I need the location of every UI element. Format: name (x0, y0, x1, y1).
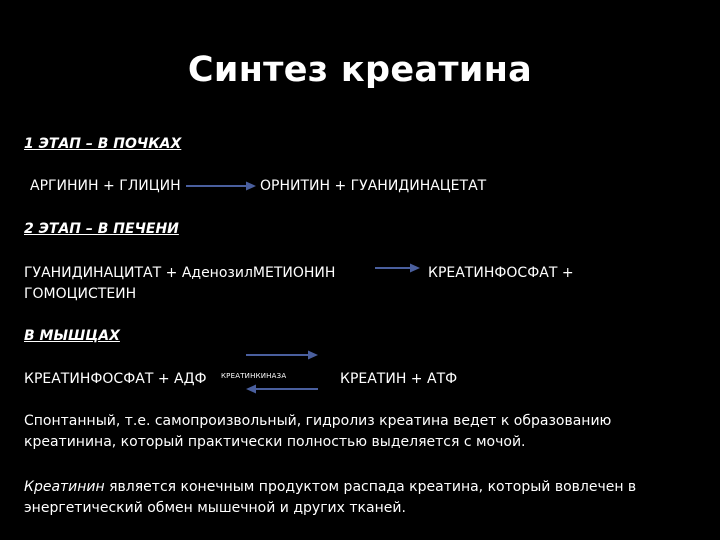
stage1-reactants: АРГИНИН + ГЛИЦИН (30, 178, 181, 194)
stage2-products-line2: ГОМОЦИСТЕИН (24, 286, 137, 302)
stage2-reactants: ГУАНИДИНАЦИТАТ + АденозилМЕТИОНИН (24, 265, 336, 281)
creatinine-term: Креатинин (24, 479, 105, 495)
muscle-heading: В МЫШЦАХ (24, 328, 120, 344)
enzyme-label: КРЕАТИНКИНАЗА (221, 372, 287, 380)
hydrolysis-paragraph: Спонтанный, т.е. самопроизвольный, гидролиз креатина ведет к образованию креатинина, который практически полностью выделяется с мочой. (24, 413, 612, 450)
creatinine-paragraph (24, 477, 694, 519)
forward-arrow-icon (246, 349, 318, 361)
stage1-products: ОРНИТИН + ГУАНИДИНАЦЕТАТ (260, 178, 487, 194)
slide-title: Синтез креатина (187, 50, 533, 90)
stage1-arrow-icon (186, 180, 256, 192)
stage2-products-line1: КРЕАТИНФОСФАТ + (428, 265, 574, 281)
creatinine-description: является конечным продуктом распада креатина, который вовлечен в энергетический обмен мышечной и других тканей. (24, 479, 637, 516)
muscle-reactants: КРЕАТИНФОСФАТ + АДФ (24, 371, 207, 387)
reverse-arrow-icon (246, 383, 318, 395)
stage1-heading: 1 ЭТАП – В ПОЧКАХ (24, 136, 182, 152)
stage2-heading: 2 ЭТАП – В ПЕЧЕНИ (24, 221, 179, 237)
muscle-products: КРЕАТИН + АТФ (340, 371, 458, 387)
stage2-arrow-icon (375, 262, 420, 274)
